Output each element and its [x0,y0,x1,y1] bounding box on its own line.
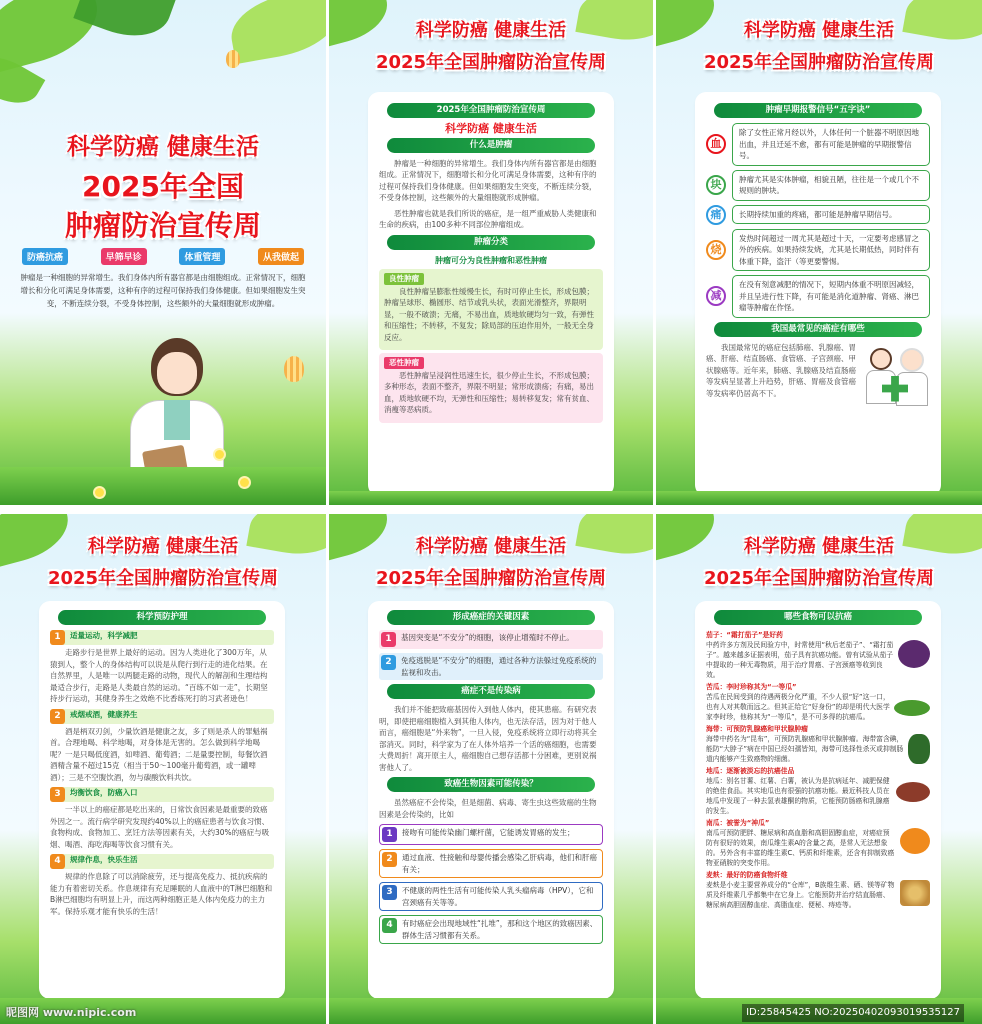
cover-year-title: 2025年全国 [82,170,244,203]
factor-number: 1 [382,827,397,842]
factor-text: 基因突变是“不安分”的细胞，该停止增殖时不停止。 [401,633,574,642]
paragraph: 恶性肿瘤也就是我们所说的癌症，是一组严重威胁人类健康和生命的疾病，由100多种不同部位肿瘤组成。 [379,208,597,229]
paragraph: 良性肿瘤呈膨胀性缓慢生长，有时可停止生长，形成包膜；肿瘤呈球形、椭圆形、结节或乳头状，表面光滑整齐，界限明显，一般不破溃；无痛，不易出血，质地软硬均匀一致，有弹性和压缩性；不转移，不复发；除局部的压迫作用外，一般无全身反应。 [384,286,594,342]
signal-char: 烧 [706,240,726,260]
prevention-item [50,630,274,705]
watermark-left: 昵图网 www.nipic.com [6,1006,137,1019]
bio-factor-row [379,849,603,878]
food-body [706,734,930,764]
balloon-icon [284,356,304,382]
section-title: 科学预防护理 [58,610,266,625]
food-text: 海带中药名为“昆布”，可预防乳腺癌和甲状腺肿瘤。海带富含碘，能防“大脖子”病在中国已经妇孺皆知，海带可选择性杀灭或抑制肠道内能够产生致癌物的细菌。 [706,735,904,763]
benign-box [379,269,603,350]
paragraph: 规律的作息除了可以消除疲劳，还与提高免疫力、抵抗疾病的能力有着密切关系。作息规律有充足睡眠的人血液中的T淋巴细胞和B淋巴细胞均有明显上升，而这两种细胞正是人体内免疫力的主力军。保持乐观才能有快乐的生活！ [50,872,273,916]
item-number: 3 [50,787,65,802]
paragraph: 肿瘤是一种细胞的异常增生。我们身体内所有器官都是由细胞组成。正常情况下，细胞增长和分化可满足身体需要，这种有序的过程可保持我们身体健康。但如果细胞发生突变，不断连续分裂，不受身体控制，这些额外的大量细胞就形成肿瘤。 [379,158,597,202]
item-number: 2 [50,709,65,724]
bio-factor-row [379,882,603,911]
paragraph: 我国最常见的癌症包括肺癌、乳腺癌、胃癌、肝癌、结直肠癌、食管癌、子宫颈癌、甲状腺癌等。近年来，肺癌、乳腺癌及结直肠癌等发病呈显著上升趋势，肝癌、胃癌及食管癌等发病率仍居高不下。 [706,342,856,398]
section-title: 癌症不是传染病 [387,684,595,699]
panel-slogan: 科学防癌 健康生活 [87,536,239,557]
bio-factor-row [379,824,603,845]
malignant-box [379,353,603,423]
pumpkin-icon [900,828,930,854]
panel-week-title: 2025年全国肿瘤防治宣传周 [375,52,607,73]
item-heading [50,787,274,802]
flower-icon [215,450,224,459]
signal-row [706,123,930,166]
item-title: 均衡饮食，防癌入口 [70,788,138,797]
food-body [706,640,930,680]
panel-week-title: 2025年全国肿瘤防治宣传周 [703,52,935,73]
panel-warning-signals [656,0,982,505]
pill-tag: 防癌抗癌 [22,248,68,265]
factor-number: 2 [381,655,396,670]
panel-slogan: 科学防癌 健康生活 [743,20,895,41]
pill-tag: 体重管理 [179,248,225,265]
malignant-tag: 恶性肿瘤 [384,357,424,369]
signal-char: 血 [706,134,726,154]
watermark-bar [0,1002,982,1024]
paragraph: 我们并不能把致癌基因传入到他人体内，使其患癌。有研究表明，即使把癌细胞植入到其他人体内，也无法存活，因为对于他人而言，癌细胞是“外来物”，一旦入侵，免疫系统将立即行动将其全部消灭。同时，科学家为了在人体外培养一个活的癌细胞，也需要大费周折！离开原主人，癌细胞自己想存活都十分困难，更别说祸害他人了。 [379,705,597,772]
food-body [706,880,930,910]
panel-prevention [0,514,326,1024]
watermark-right: ID:25845425 NO:20250402093019535127 [742,1004,964,1022]
section-title: 致癌生物因素可能传染？ [387,777,595,792]
grass-decoration [0,467,326,505]
signal-row [706,275,930,318]
item-title: 戒烟戒酒，健康养生 [70,709,138,719]
factor-row [379,653,603,680]
common-cancer-row [706,342,930,408]
item-number: 1 [50,630,65,645]
cover-pill-row [22,248,304,265]
signal-row [706,170,930,201]
signal-char: 块 [706,175,726,195]
food-text: 中药许多方剂及民间验方中，时常使用“秋后老茄子”、“霜打茄子”。越来越多证据表明，茄子具有抗癌功能。曾有试验从茄子中提取的一种无毒物质，用于治疗胃癌、子宫颈癌等收到良效。 [706,641,894,679]
panel-slogan: 科学防癌 健康生活 [415,536,567,557]
section-title: 我国最常见的癌症有哪些 [714,322,922,337]
item-number: 4 [50,854,65,869]
paragraph: 一半以上的癌症都是吃出来的，日常饮食因素是最重要的致癌外因之一。流行病学研究发现约40%以上的癌症患者与饮食习惯、食物构成、食物加工、烹饪方法等因素有关，大约30%的癌症与吸烟、喝酒、海吃海喝等饮食习惯有关。 [50,805,270,849]
paragraph: 走路步行是世界上最好的运动。因为人类进化了300万年，从猿到人，整个人的身体结构可以说是从爬行到行走的进化结果。在自然界里，人是唯一以两腿走路的动物，现代人的解剖和生理结构最适合步行，走路是人类最自然的运动。“百练不如一走”，长期坚持步行运动，其健身养生之效绝不比香练死打的习武者逊色！ [50,648,268,703]
food-title: 麦麸：最好的防癌食物纤维 [706,871,788,879]
item-heading [50,630,274,645]
food-title: 苦瓜：李时珍称其为“一等瓜” [706,683,797,691]
panel-cancer-factors [329,514,653,1024]
panel-anticancer-foods [656,514,982,1024]
factor-number: 2 [382,852,397,867]
leaf-decoration [226,0,326,64]
flower-icon [240,478,249,487]
food-text: 麦麸是小麦主要营养成分的“仓库”，B族维生素、硒、镁等矿物质及纤维素几乎都集中在它身上。它能预防并治疗结直肠癌、糖尿病高胆固醇血症、高脂血症、便秘、痔疮等。 [706,881,895,909]
paragraph: 酒是柄双刃剑，少量饮酒是健康之友，多了则是杀人的罪魁祸首。合理地喝、科学地喝，对身体是无害的。怎么做到科学地喝呢？一是只喝低度酒，如啤酒、葡萄酒；二是量要控制，每餐饮酒酒精含量不超过15克（相当于50～100毫升葡萄酒，或一罐啤酒）；三是不空腹饮酒，勿与碳酸饮料共饮。 [50,726,268,782]
item-title: 适量运动，科学减肥 [70,631,138,640]
food-body [706,776,930,816]
cover-slogan: 科学防癌 健康生活 [66,134,259,160]
sweet-potato-icon [896,782,930,802]
food-item [706,766,930,816]
prevention-item [50,709,274,784]
paragraph: 虽然癌症不会传染，但是细菌、病毒、寄生虫这些致癌的生物因素是会传染的，比如 [379,798,597,819]
item-heading [50,709,274,724]
pill-tag: 早筛早诊 [101,248,147,265]
content-card [42,604,282,996]
food-text: 苦瓜在民间受到的待遇两极分化严重，不少人很“好”这一口，也有人对其敬而远之。但其正给它“好身份”的却是明代大医学家李时珍，他称其为“一等瓜”，是不可多得的抗癌瓜。 [706,693,890,721]
signal-text: 发热时间超过一周尤其是超过十天，一定要考虑感冒之外的疾病。如果持续发烧，尤其是长期低热，同时伴有体重下降，盗汗（等更要警惕。 [732,229,930,272]
signal-char: 减 [706,286,726,306]
food-body [706,828,930,868]
grass-decoration [656,491,982,505]
factor-number: 3 [382,885,397,900]
food-text: 南瓜可预防肥胖、糖尿病和高血脂和高胆固醇血症，对癌症预防有很好的效果，南瓜维生素A的含量之高，是常人无法想象的。另外含有丰富的维生素C、钙质和纤维素，还含有抑制致癌物亚硝胺的突变作用。 [706,829,895,867]
food-title: 地瓜：逐渐被淡忘的抗癌佳品 [706,767,795,775]
item-heading [50,854,274,869]
signal-text: 除了女性正常月经以外，人体任何一个脏器不明原因地出血，并且迁延不愈，都有可能是肿瘤的早期报警信号。 [732,123,930,166]
factor-text: 有时癌症会出现地域性“扎堆”，那和这个地区的致癌因素、群体生活习惯都有关系。 [402,919,598,940]
factor-number: 4 [382,918,397,933]
food-body [706,692,930,722]
panel-slogan: 科学防癌 健康生活 [415,20,567,41]
section-subtitle: 肿瘤可分为良性肿瘤和恶性肿瘤 [435,255,547,265]
panel-week-title: 2025年全国肿瘤防治宣传周 [375,568,607,589]
food-title: 茄子：“霜打茄子”是好药 [706,631,783,639]
factor-row [379,630,603,649]
food-item [706,682,930,722]
benign-tag: 良性肿瘤 [384,273,424,285]
bio-factor-row [379,915,603,944]
content-card [698,604,938,996]
section-title: 什么是肿瘤 [387,138,595,153]
section-title: 哪些食物可以抗癌 [714,610,922,625]
food-title: 南瓜：被誉为“神瓜” [706,819,770,827]
section-title: 形成癌症的关键因素 [387,610,595,625]
signal-text: 长期持续加重的疼痛，都可能是肿瘤早期信号。 [732,205,930,225]
doctors-illustration [866,342,930,408]
content-card [371,95,611,493]
panel-week-title: 2025年全国肿瘤防治宣传周 [703,568,935,589]
food-item [706,818,930,868]
section-title: 肿瘤早期报警信号“五字诀” [714,103,922,118]
flower-icon [95,488,104,497]
panel-what-is-tumor [329,0,653,505]
prevention-item [50,854,274,917]
content-card [698,95,938,493]
card-header: 2025年全国肿瘤防治宣传周 [387,103,595,118]
eggplant-icon [898,640,930,668]
panel-week-title: 2025年全国肿瘤防治宣传周 [47,568,279,589]
food-item [706,724,930,764]
bran-icon [900,880,930,906]
factor-number: 1 [381,632,396,647]
section-title: 肿瘤分类 [387,235,595,250]
factor-text: 接吻有可能传染幽门螺杆菌，它能诱发胃癌的发生； [402,828,575,837]
card-subtitle: 科学防癌 健康生活 [445,122,537,135]
signal-char: 痛 [706,205,726,225]
panel-slogan: 科学防癌 健康生活 [743,536,895,557]
pill-tag: 从我做起 [258,248,304,265]
cover-intro: 肿瘤是一种细胞的异常增生。我们身体内所有器官都是由细胞组成。正常情况下，细胞增长和分化可满足身体需要，这种有序的过程可保持我们身体健康。但如果细胞发生突变，不断连续分裂，不受身体控制，这些额外的大量细胞就形成肿瘤。 [20,273,306,308]
signal-row [706,205,930,225]
grass-decoration [329,491,653,505]
kelp-icon [908,734,930,764]
bitter-melon-icon [894,700,930,716]
signal-row [706,229,930,272]
food-text: 地瓜：别名甘薯、红薯、白薯，被认为是抗病延年、减肥保健的绝佳食品。其实地瓜也有很强的抗癌功能。最近科技人员在地瓜中发现了一种去氢表雄酮的物质，它能预防肠癌和乳腺癌的发生。 [706,777,890,815]
prevention-item [50,787,274,850]
food-item [706,870,930,910]
factor-text: 通过血液、性接触和母婴传播会感染乙肝病毒，他们和肝癌有关； [402,853,597,874]
paragraph: 恶性肿瘤呈浸润性迅速生长，很少停止生长，不形成包膜；多种形态，表面不整齐，界限不明显；常形成溃疡；有痛，易出血，质地软硬不均，无弹性和压缩性；易转移复发；常有贫血、消瘦等恶病质。 [384,370,594,414]
item-title: 规律作息，快乐生活 [70,855,138,864]
balloon-icon [226,50,240,68]
signal-text: 在没有刻意减肥的情况下，短期内体重不明原因减轻，并且呈进行性下降，有可能是消化道肿瘤、肾癌、淋巴瘤等肿瘤在作怪。 [732,275,930,318]
food-item [706,630,930,680]
content-card [371,604,611,996]
factor-text: 不健康的两性生活有可能传染人乳头瘤病毒（HPV），它和宫颈癌有关等等。 [402,886,594,907]
panel-cover [0,0,326,505]
factor-text: 免疫逃脱是“不安分”的细胞，通过各种方法躲过免疫系统的监视和攻击。 [401,656,597,677]
signal-text: 肿瘤尤其是实体肿瘤，相貌丑陋，往往是一个或几个不规则的肿块。 [732,170,930,201]
cover-week-title: 肿瘤防治宣传周 [64,209,261,242]
food-title: 海带：可预防乳腺癌和甲状腺肿瘤 [706,725,808,733]
